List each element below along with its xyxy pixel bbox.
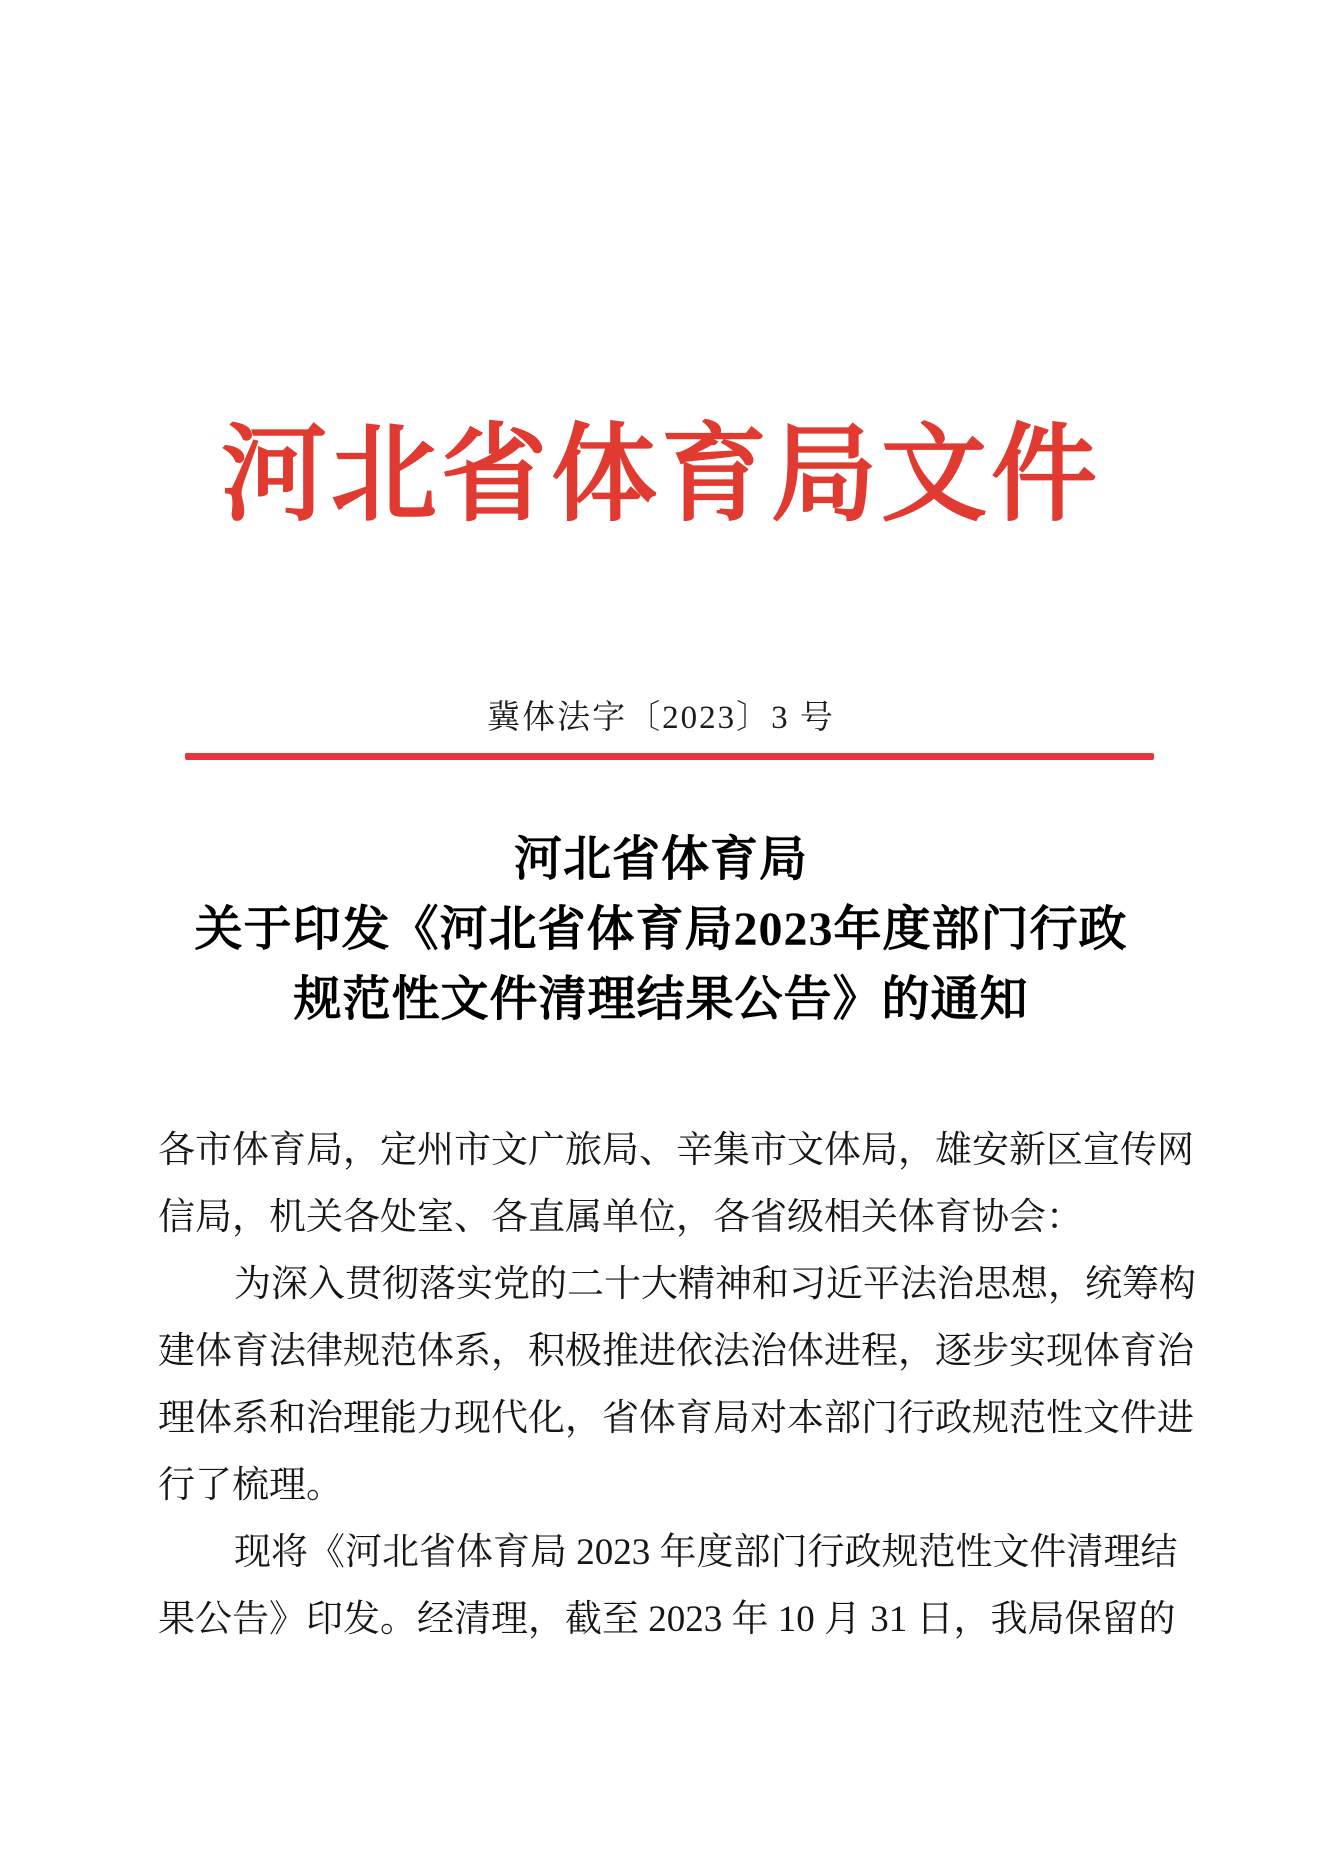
document-body bbox=[158, 1117, 1196, 1653]
notice-title-line-2: 关于印发《河北省体育局2023年度部门行政 bbox=[194, 903, 1128, 956]
body-line-para2-1: 现将《河北省体育局 2023 年度部门行政规范性文件清理结 bbox=[234, 1532, 1178, 1573]
notice-title bbox=[0, 825, 1322, 1035]
body-line-para1-1: 为深入贯彻落实党的二十大精神和习近平法治思想，统筹构 bbox=[234, 1264, 1196, 1305]
body-line-para1-2: 建体育法律规范体系，积极推进依法治体进程，逐步实现体育治 bbox=[158, 1331, 1194, 1372]
red-divider-line bbox=[185, 753, 1154, 760]
body-line-para1-3: 理体系和治理能力现代化，省体育局对本部门行政规范性文件进 bbox=[158, 1398, 1194, 1439]
body-line-recipients-1: 各市体育局，定州市文广旅局、辛集市文体局，雄安新区宣传网 bbox=[158, 1130, 1194, 1171]
notice-title-line-3: 规范性文件清理结果公告》的通知 bbox=[293, 973, 1029, 1026]
body-line-para1-4: 行了梳理。 bbox=[158, 1465, 343, 1506]
notice-title-line-1: 河北省体育局 bbox=[513, 833, 808, 886]
body-line-recipients-2: 信局，机关各处室、各直属单位，各省级相关体育协会： bbox=[158, 1197, 1083, 1238]
document-number: 冀体法字〔2023〕3 号 bbox=[487, 700, 835, 736]
letterhead-title: 河北省体育局文件 bbox=[221, 417, 1101, 534]
body-line-para2-2: 果公告》印发。经清理，截至 2023 年 10 月 31 日，我局保留的 bbox=[158, 1599, 1176, 1640]
